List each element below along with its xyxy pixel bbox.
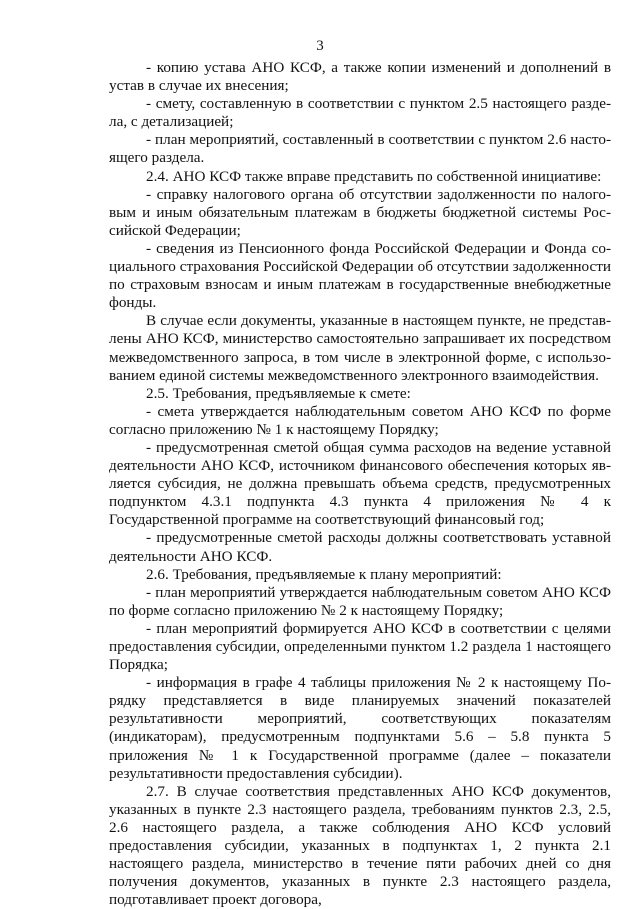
paragraph: - предусмотренная сметой общая сумма расходов на ведение уставной деятельности АНО КСФ, источником финансового обеспечения которых является субсидия, не должна превышать объема средств, предусмотренных подпунктом 4.3.1 подпункта 4.3 пункта 4 приложения № 4 к Государственной программе на соответствующий финансовый год; xyxy=(109,438,611,529)
paragraph: - предусмотренные сметой расходы должны соответствовать уставной деятельности АНО КСФ. xyxy=(109,529,611,565)
paragraph: - смету, составленную в соответствии с пунктом 2.5 настоящего раздела, с детализацией; xyxy=(109,95,611,131)
paragraph: 2.4. АНО КСФ также вправе представить по собственной инициативе: xyxy=(146,167,602,185)
paragraph: - план мероприятий утверждается наблюдательным советом АНО КСФ по форме согласно приложению № 2 к настоящему Порядку; xyxy=(109,583,611,619)
paragraph: 2.5. Требования, предъявляемые к смете: xyxy=(146,384,411,402)
paragraph: - сведения из Пенсионного фонда Российской Федерации и Фонда социального страхования Российской Федерации об отсутствии задолженности по страховым взносам и иным платежам в государственные внебюджетные фонды. xyxy=(109,239,611,312)
paragraph: В случае если документы, указанные в настоящем пункте, не представлены АНО КСФ, министерство самостоятельно запрашивает их посредством межведомственного запроса, в том числе в электронной форме, с использованием единой системы межведомственного электронного взаимодействия. xyxy=(109,312,611,384)
paragraph: 2.7. В случае соответствия представленных АНО КСФ документов, указанных в пункте 2.3 настоящего раздела, требованиям пунктов 2.3, 2.5, 2.6 настоящего раздела, а также соблюдения АНО КСФ условий предоставления субсидии, указанных в подпунктах 1, 2 пункта 2.1 настоящего раздела, министерство в течение пяти рабочих дней со дня получения документов, указанных в пункте 2.3 настоящего раздела, подготавливает проект договора, xyxy=(109,782,611,909)
paragraph: - информация в графе 4 таблицы приложения № 2 к настоящему Порядку представляется в виде планируемых значений показателей результативности мероприятий, соответствующих показателям (индикаторам), предусмотренным подпунктами 5.6 – 5.8 пункта 5 приложения № 1 к Государственной программе (далее – показатели результативности предоставления субсидии). xyxy=(109,674,611,782)
paragraph: - копию устава АНО КСФ, а также копии изменений и дополнений в устав в случае их внесения; xyxy=(109,59,611,95)
paragraph: - смета утверждается наблюдательным советом АНО КСФ по форме согласно приложению № 1 к настоящему Порядку; xyxy=(109,402,611,438)
paragraph: - справку налогового органа об отсутствии задолженности по налоговым и иным обязательным платежам в бюджеты бюджетной системы Российской Федерации; xyxy=(109,185,611,239)
paragraph: - план мероприятий формируется АНО КСФ в соответствии с целями предоставления субсидии, определенными пунктом 1.2 раздела 1 настоящего Порядка; xyxy=(109,619,611,674)
paragraph: 2.6. Требования, предъявляемые к плану мероприятий: xyxy=(146,565,502,583)
document-body xyxy=(109,59,611,909)
paragraph: - план мероприятий, составленный в соответствии с пунктом 2.6 настоящего раздела. xyxy=(109,131,611,167)
page-number: 3 xyxy=(316,38,324,54)
